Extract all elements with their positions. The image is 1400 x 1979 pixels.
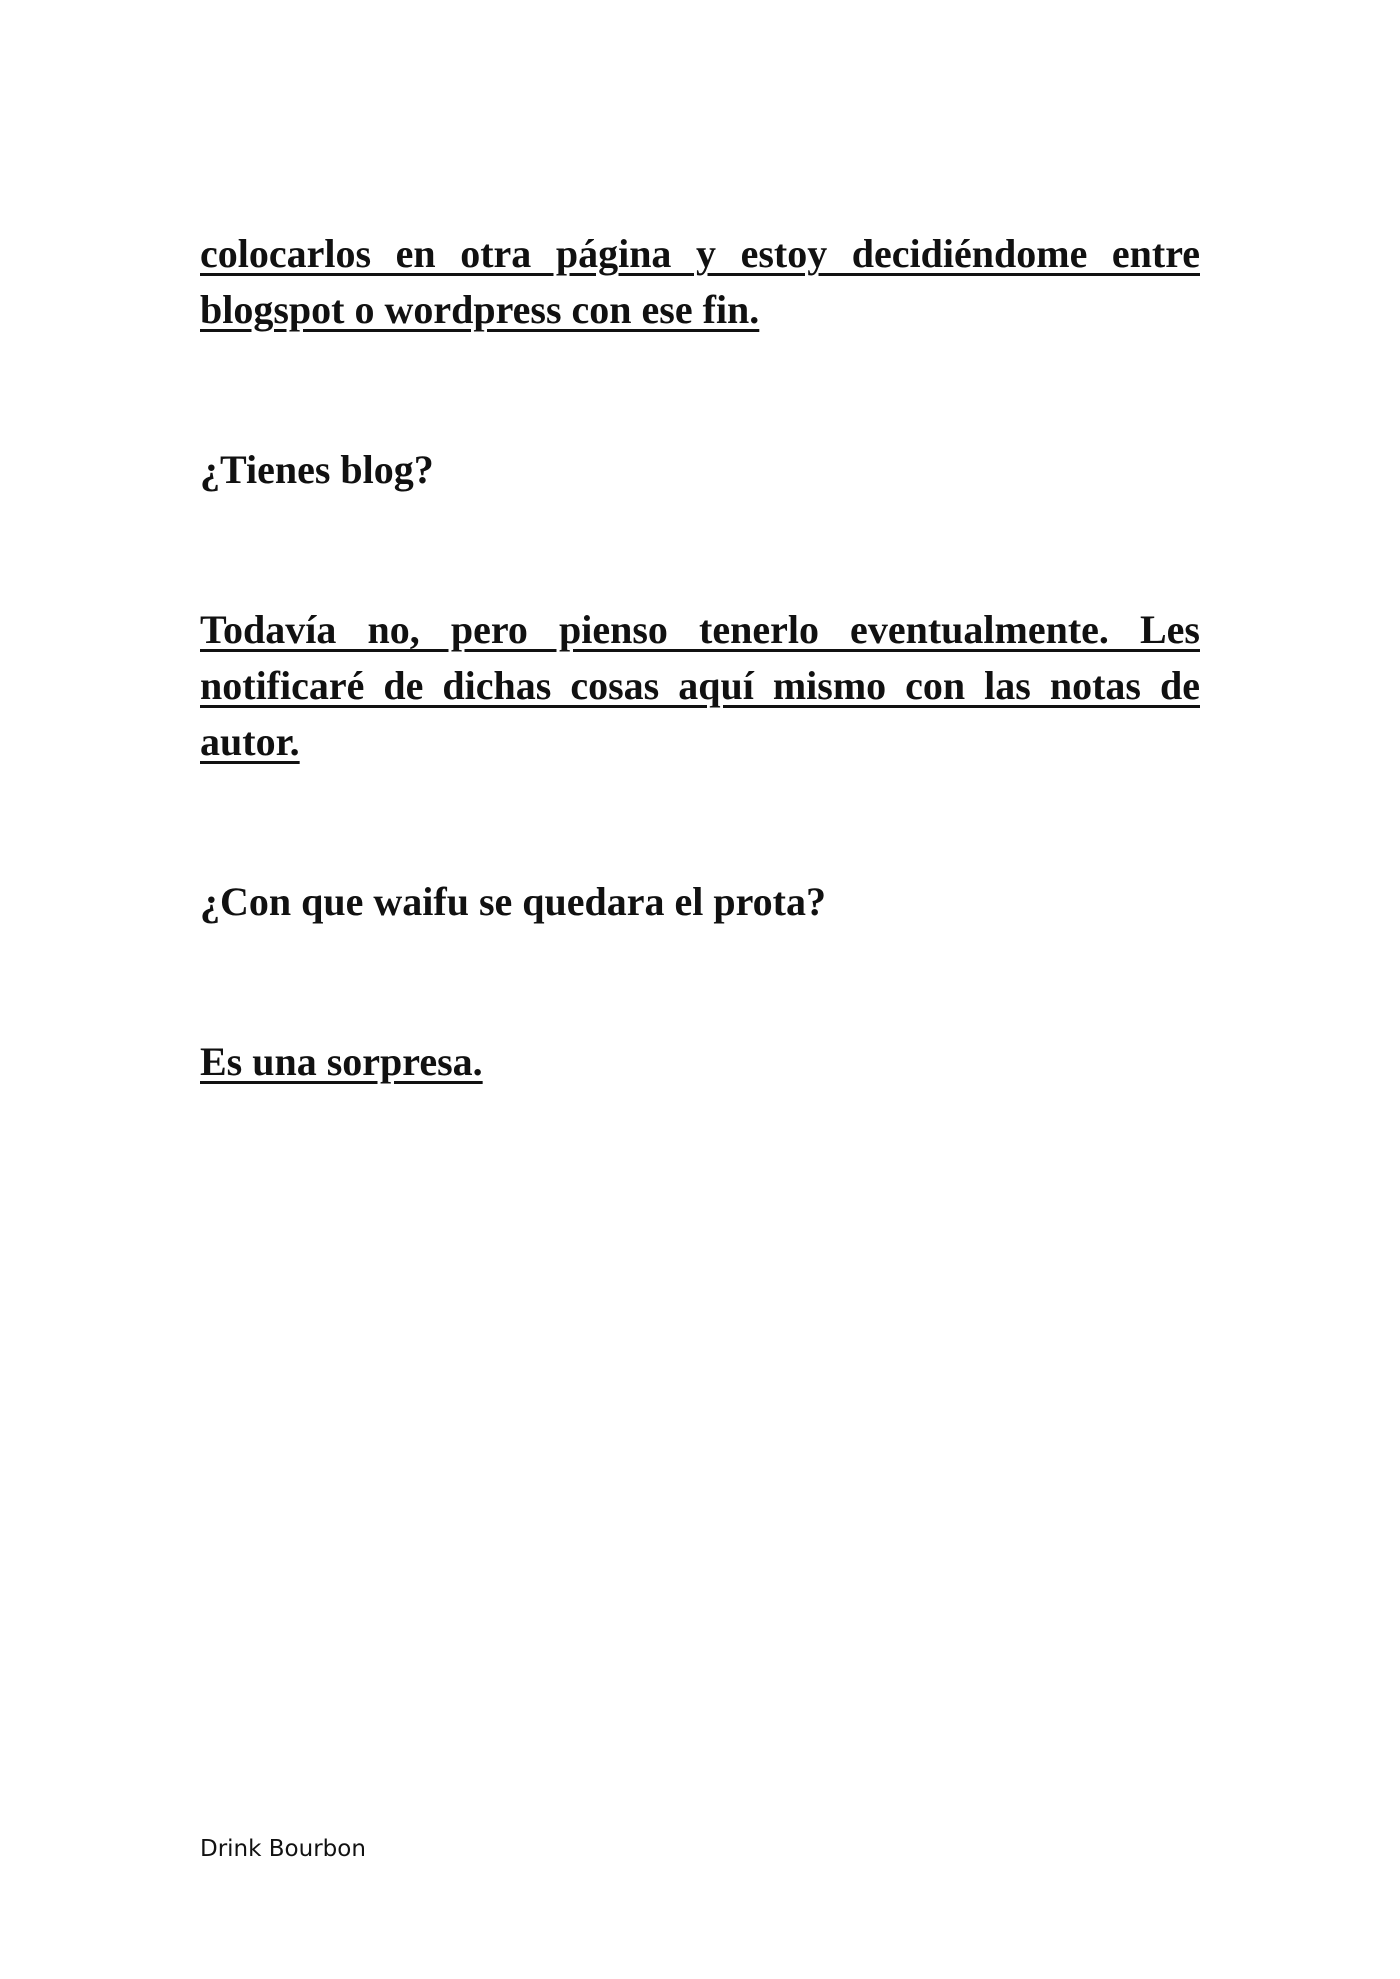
answer-paragraph: Todavía no, pero pienso tenerlo eventualmente. Les notificaré de dichas cosas aquí mismo con las notas de autor.: [200, 607, 1200, 764]
answer-paragraph: Es una sorpresa.: [200, 1039, 483, 1084]
question-paragraph: ¿Con que waifu se quedara el prota?: [200, 879, 826, 924]
page-footer: Drink Bourbon: [200, 1836, 366, 1862]
answer-paragraph: colocarlos en otra página y estoy decidiéndome entre blogspot o wordpress con ese fin.: [200, 231, 1200, 332]
document-body: [200, 226, 1200, 1090]
question-paragraph: ¿Tienes blog?: [200, 447, 434, 492]
